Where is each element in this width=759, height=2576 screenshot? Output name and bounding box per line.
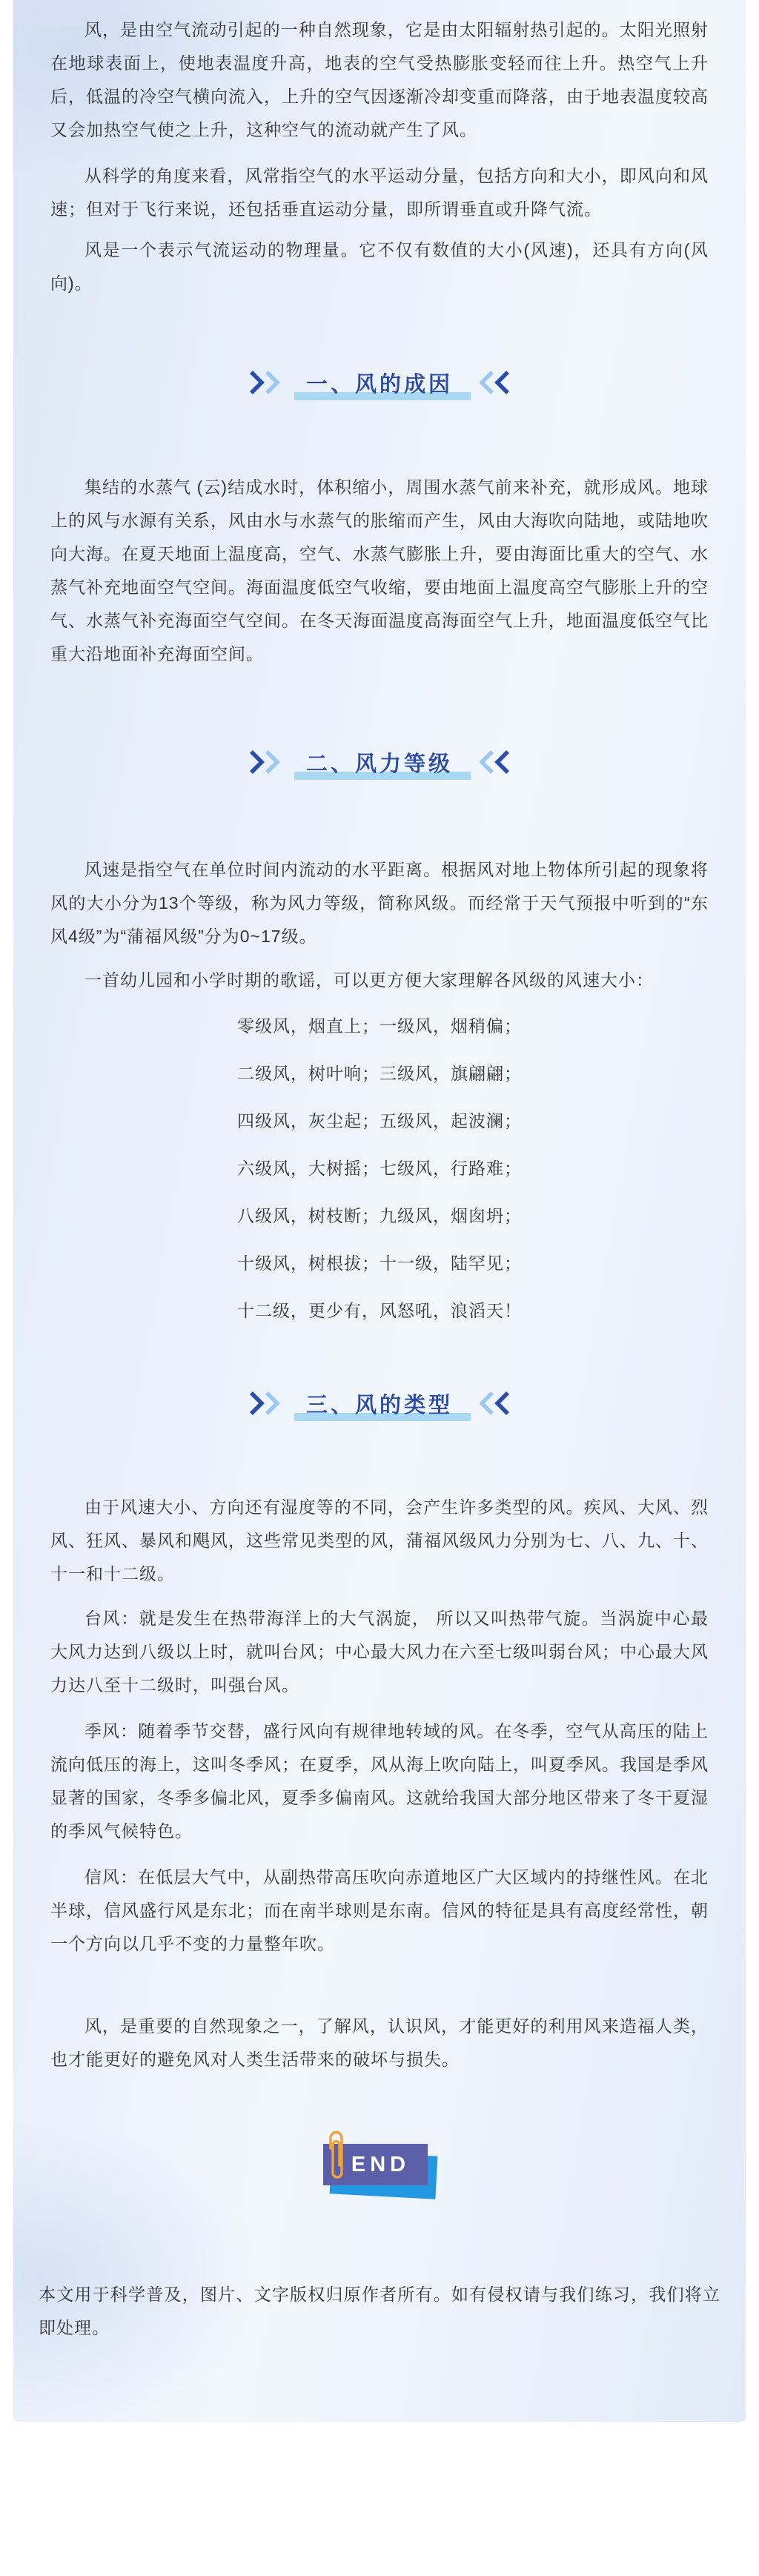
section-heading-3-label: 三、风的类型: [302, 1388, 457, 1419]
rhyme-line: 六级风，大树摇；七级风，行路难；: [237, 1159, 522, 1178]
double-chevron-left-icon: [475, 370, 511, 395]
double-chevron-left-icon: [475, 1391, 511, 1416]
section-heading-3: [13, 1385, 746, 1421]
rhyme-line: 零级风，烟直上；一级风，烟稍偏；: [237, 1016, 522, 1036]
double-chevron-right-icon: [248, 749, 284, 775]
rhyme-line: 二级风，树叶响；三级风，旗翩翩；: [237, 1064, 522, 1083]
intro-paragraph-1: 风，是由空气流动引起的一种自然现象，它是由太阳辐射热引起的。太阳光照射在地球表面上，使地表温度升高，地表的空气受热膨胀变轻而往上升。热空气上升后，低温的冷空气横向流入，上升的空气因逐渐冷却变重而降落，由于地表温度较高又会加热空气使之上升，这种空气的流动就产生了风。: [50, 20, 709, 139]
section-heading-1-label: 一、风的成因: [302, 368, 457, 398]
closing-paragraph: 风，是重要的自然现象之一，了解风，认识风，才能更好的利用风来造福人类，也才能更好的避免风对人类生活带来的破坏与损失。: [50, 2016, 709, 2069]
section-2-lead: 一首幼儿园和小学时期的歌谣，可以更方便大家理解各风级的风速大小：: [84, 970, 654, 990]
double-chevron-right-icon: [248, 370, 284, 395]
rhyme-line: 十级风，树根拔；十一级，陆罕见；: [237, 1254, 522, 1273]
wind-scale-rhyme: [13, 1002, 746, 1334]
section-1-body: 集结的水蒸气 (云)结成水时，体积缩小，周围水蒸气前来补充，就形成风。地球上的风与水源有关系，风由水与水蒸气的胀缩而产生，风由大海吹向陆地，或陆地吹向大海。在夏天地面上温度高，空气、水蒸气膨胀上升，要由海面比重大的空气、水蒸气补充地面空气空间。海面温度低空气收缩，要由地面上温度高空气膨胀上升的空气、水蒸气补充海面空气空间。在冬天海面温度高海面空气上升，地面温度低空气比重大沿地面补充海面空间。: [50, 477, 709, 663]
end-badge-label: END: [351, 2152, 411, 2176]
section-3-paragraph-monsoon: 季风：随着季节交替，盛行风向有规律地转域的风。在冬季，空气从高压的陆上流向低压的海上，这叫冬季风；在夏季，风从海上吹向陆上，叫夏季风。我国是季风显著的国家，冬季多偏北风，夏季多偏南风。这就给我国大部分地区带来了冬干夏湿的季风气候特色。: [50, 1721, 709, 1841]
article-card: [13, 0, 746, 2422]
section-3-paragraph-trade-wind: 信风：在低层大气中，从副热带高压吹向赤道地区广大区域内的持继性风。在北半球，信风盛行风是东北；而在南半球则是东南。信风的特征是具有高度经常性，朝一个方向以几乎不变的力量整年吹。: [50, 1867, 709, 1953]
copyright-notice: 本文用于科学普及，图片、文字版权归原作者所有。如有侵权请与我们练习，我们将立即处理。: [39, 2285, 720, 2337]
section-heading-1: [13, 365, 746, 400]
section-heading-2: [13, 744, 746, 780]
rhyme-line: 十二级，更少有，风怒吼，浪滔天！: [237, 1301, 522, 1320]
end-badge: [320, 2128, 439, 2197]
intro-paragraph-2: 从科学的角度来看，风常指空气的水平运动分量，包括方向和大小，即风向和风速；但对于飞行来说，还包括垂直运动分量，即所谓垂直或升降气流。: [50, 166, 709, 219]
intro-paragraph-3: 风是一个表示气流运动的物理量。它不仅有数值的大小(风速)，还具有方向(风向)。: [50, 240, 709, 293]
paperclip-icon: [325, 2128, 347, 2185]
double-chevron-left-icon: [475, 749, 511, 775]
section-2-body: 风速是指空气在单位时间内流动的水平距离。根据风对地上物体所引起的现象将风的大小分为13个等级，称为风力等级，简称风级。而经常于天气预报中听到的“东风4级”为“蒲福风级”分为0~17级。: [50, 860, 709, 946]
section-heading-2-label: 二、风力等级: [302, 747, 457, 778]
rhyme-line: 四级风，灰尘起；五级风，起波澜；: [237, 1111, 522, 1130]
section-3-paragraph-typhoon: 台风：就是发生在热带海洋上的大气涡旋， 所以又叫热带气旋。当涡旋中心最大风力达到八级以上时，就叫台风；中心最大风力在六至七级叫弱台风；中心最大风力达八至十二级时，叫强台风。: [50, 1609, 709, 1695]
double-chevron-right-icon: [248, 1391, 284, 1416]
section-3-paragraph-1: 由于风速大小、方向还有湿度等的不同，会产生许多类型的风。疾风、大风、烈风、狂风、暴风和飓风，这些常见类型的风，蒲福风级风力分别为七、八、九、十、十一和十二级。: [50, 1497, 709, 1583]
rhyme-line: 八级风，树枝断；九级风，烟囱坍；: [237, 1206, 522, 1225]
